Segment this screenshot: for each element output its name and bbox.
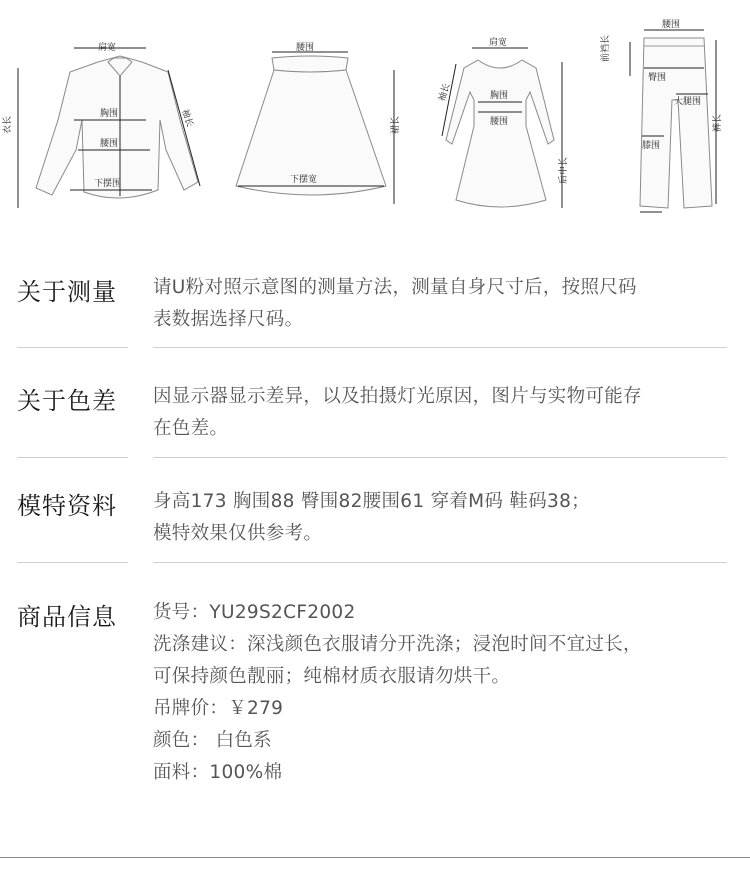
- shirt-waist-label: 腰围: [100, 139, 119, 149]
- divider: [153, 457, 727, 458]
- skirt-hem-label: 下摆宽: [290, 175, 318, 185]
- pants-front-rise-label: 前裆长: [601, 34, 611, 62]
- shirt-diagram: [1, 41, 200, 208]
- divider: [153, 347, 727, 348]
- shirt-length-label: 衣长: [3, 115, 13, 134]
- pants-knee-label: 膝围: [642, 141, 661, 151]
- section-body: [153, 381, 738, 445]
- body-line: 模特效果仅供参考。: [153, 523, 323, 544]
- divider: [17, 347, 128, 348]
- body-line: 吊牌价：￥279: [153, 698, 284, 719]
- bottom-divider: [0, 857, 750, 858]
- body-line: 面料：100%棉: [153, 762, 283, 783]
- section-body: [153, 272, 738, 336]
- body-line: 洗涤建议：深浅颜色衣服请分开洗涤；浸泡时间不宜过长，: [153, 634, 642, 655]
- shirt-chest-label: 胸围: [100, 109, 119, 119]
- shirt-sleeve-label: 袖长: [179, 108, 195, 129]
- pants-hip-label: 臀围: [648, 73, 667, 83]
- dress-shoulder-label: 肩宽: [489, 38, 508, 48]
- dress-chest-label: 胸围: [490, 91, 509, 101]
- divider: [153, 562, 727, 563]
- skirt-length-label: 裙长: [391, 115, 401, 134]
- skirt-diagram: [236, 42, 401, 204]
- body-line: 因显示器显示差异，以及拍摄灯光原因，图片与实物可能存: [153, 386, 642, 407]
- dress-waist-label: 腰围: [490, 117, 509, 127]
- section-title: 关于测量: [17, 278, 117, 306]
- body-line: 颜色： 白色系: [153, 730, 272, 751]
- size-diagrams: [0, 0, 750, 230]
- body-line: 在色差。: [153, 418, 229, 439]
- body-line: 货号：YU29S2CF2002: [153, 602, 356, 623]
- shirt-shoulder-label: 肩宽: [98, 43, 117, 53]
- dress-sleeve-label: 袖长: [437, 82, 453, 103]
- dress-back-length-label: 后中长: [559, 156, 569, 184]
- body-line: 表数据选择尺码。: [153, 309, 304, 330]
- divider: [17, 562, 128, 563]
- pants-diagram: [599, 19, 723, 212]
- divider: [17, 457, 128, 458]
- section-title: 模特资料: [17, 492, 117, 520]
- section-body: [153, 597, 738, 789]
- pants-waist-label: 腰围: [662, 20, 681, 30]
- shirt-hem-label: 下摆围: [94, 179, 122, 189]
- body-line: 身高173 胸围88 臀围82腰围61 穿着M码 鞋码38；: [153, 491, 590, 512]
- body-line: 请U粉对照示意图的测量方法，测量自身尺寸后，按照尺码: [153, 277, 637, 298]
- section-title: 商品信息: [17, 603, 117, 631]
- pants-thigh-label: 大腿围: [674, 97, 702, 107]
- section-title: 关于色差: [17, 387, 117, 415]
- section-body: [153, 486, 738, 550]
- pants-length-label: 裤长: [713, 113, 723, 132]
- body-line: 可保持颜色靓丽；纯棉材质衣服请勿烘干。: [153, 666, 511, 687]
- skirt-waist-label: 腰围: [296, 43, 315, 53]
- dress-diagram: [436, 36, 569, 208]
